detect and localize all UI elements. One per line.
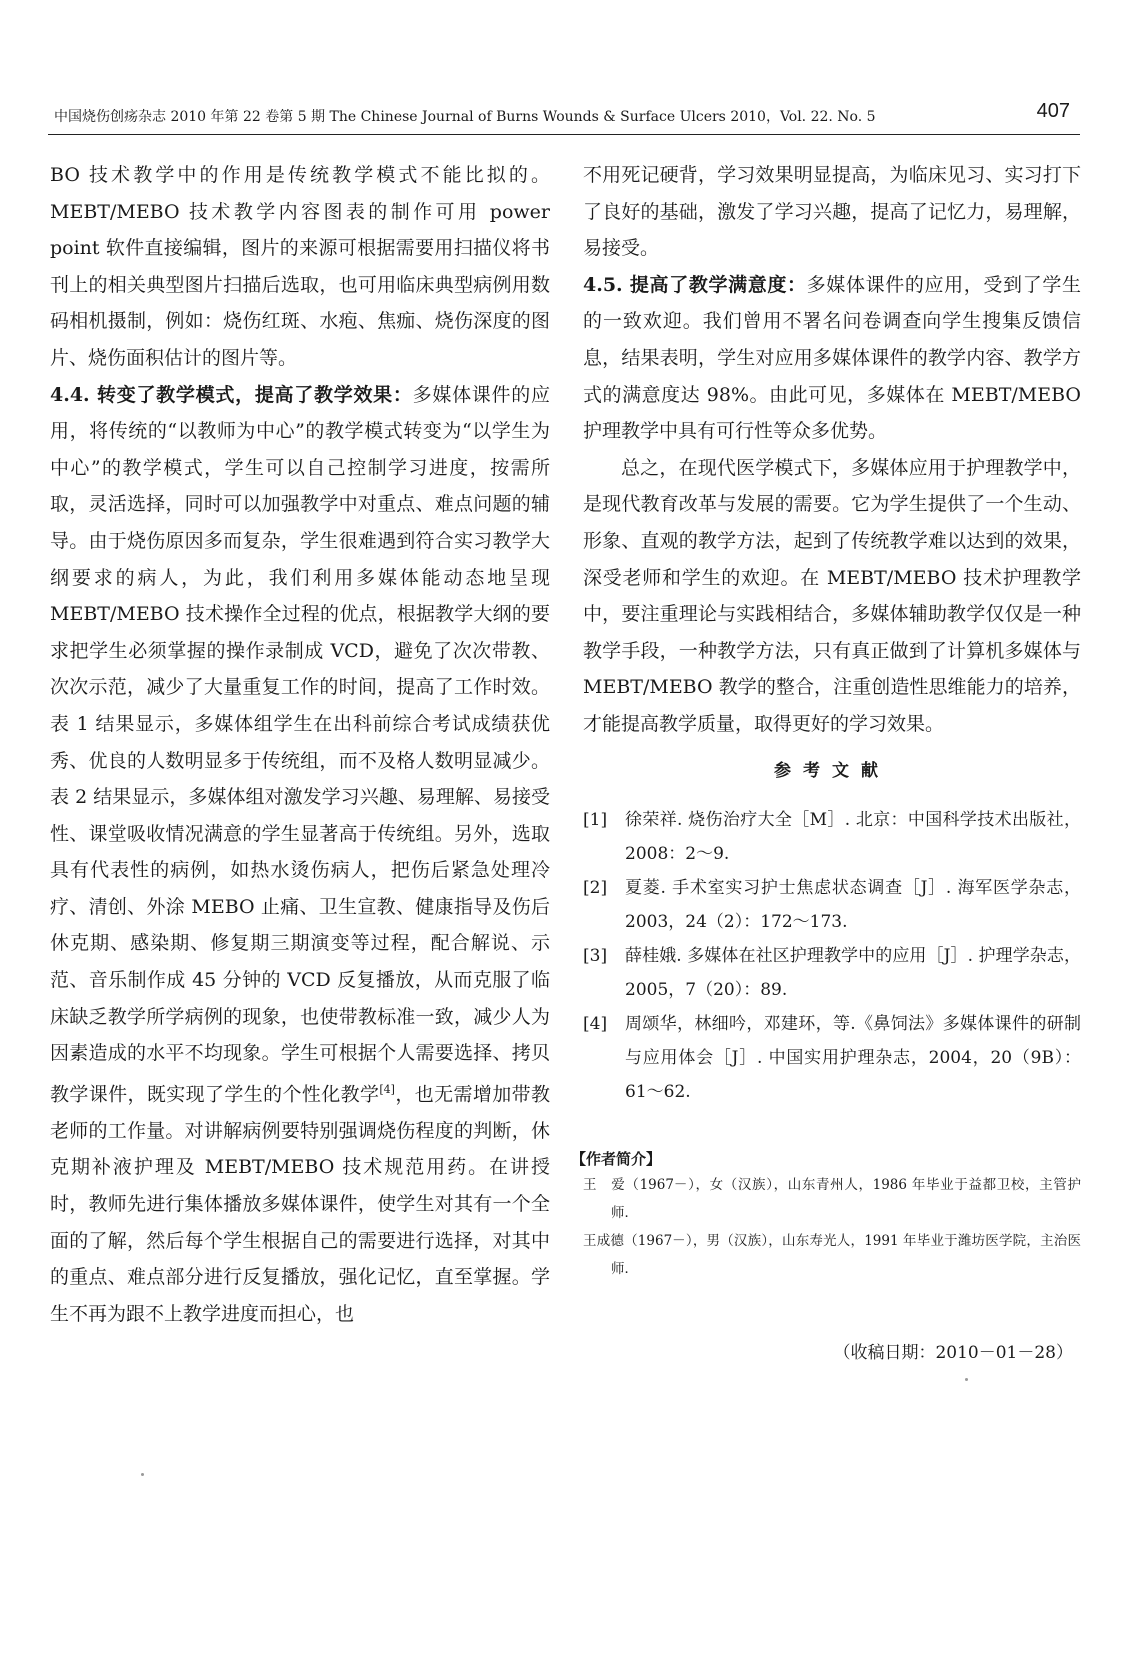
scan-speck bbox=[141, 1473, 144, 1476]
section-4-5-text: 多媒体课件的应用，受到了学生的一致欢迎。我们曾用不署名问卷调查向学生搜集反馈信息，结果表明，学生对应用多媒体课件的教学内容、教学方式的满意度达 98%。由此可见，多媒体在 MEBT/MEBO 护理教学中具有可行性等众多优势。 bbox=[583, 273, 1081, 443]
reference-number: [4] bbox=[583, 1013, 608, 1034]
reference-text: 徐荣祥. 烧伤治疗大全［M］. 北京：中国科学技术出版社，2008：2～9. bbox=[625, 809, 1081, 864]
citation-4: [4] bbox=[379, 1082, 395, 1096]
reference-number: [1] bbox=[583, 809, 608, 830]
reference-text: 薛桂娥. 多媒体在社区护理教学中的应用［J］. 护理学杂志，2005，7（20）：89. bbox=[625, 945, 1081, 1000]
left-paragraph-1: BO 技术教学中的作用是传统教学模式不能比拟的。MEBT/MEBO 技术教学内容图表的制作可用 power point 软件直接编辑，图片的来源可根据需要用扫描仪将书刊上的相关典型图片扫描后选取，也可用临床典型病例用数码相机摄制，例如：烧伤红斑、水疱、焦痂、烧伤深度的图片、烧伤面积估计的图片等。 bbox=[50, 164, 550, 369]
page-number: 407 bbox=[1036, 100, 1070, 122]
running-title: 中国烧伤创疡杂志 2010 年第 22 卷第 5 期 The Chinese Journal of Burns Wounds & Surface Ulcers 2010，Vol. 22. No. 5 bbox=[54, 109, 876, 125]
section-4-4-text-continued: ，也无需增加带教老师的工作量。对讲解病例要特别强调烧伤程度的判断，休克期补液护理及 MEBT/MEBO 技术规范用药。在讲授时，教师先进行集体播放多媒体课件，使学生对其有一个全面的了解，然后每个学生根据自己的需要进行选择，对其中的重点、难点部分进行反复播放，强化记忆，直至掌握。学生不再为跟不上教学进度而担心，也 bbox=[50, 1083, 550, 1325]
running-header bbox=[48, 100, 1080, 135]
right-column bbox=[571, 157, 1081, 1371]
author-info-title: 【作者简介】 bbox=[571, 1149, 662, 1168]
conclusion-paragraph: 总之，在现代医学模式下，多媒体应用于护理教学中，是现代教育改革与发展的需要。它为学生提供了一个生动、形象、直观的教学方法，起到了传统教学难以达到的效果，深受老师和学生的欢迎。在 MEBT/MEBO 技术护理教学中，要注重理论与实践相结合，多媒体辅助教学仅仅是一种教学手段，一种教学方法，只有真正做到了计算机多媒体与 MEBT/MEBO 教学的整合，注重创造性思维能力的培养，才能提高教学质量，取得更好的学习效果。 bbox=[583, 456, 1081, 735]
section-4-4-text: 多媒体课件的应用，将传统的“以教师为中心”的教学模式转变为“以学生为中心”的教学模式，学生可以自己控制学习进度，按需所取，灵活选择，同时可以加强教学中对重点、难点问题的辅导。由于烧伤原因多而复杂，学生很难遇到符合实习教学大纲要求的病人，为此，我们利用多媒体能动态地呈现 MEBT/MEBO 技术操作全过程的优点，根据教学大纲的要求把学生必须掌握的操作录制成 VCD，避免了次次带教、次次示范，减少了大量重复工作的时间，提高了工作时效。表 1 结果显示，多媒体组学生在出科前综合考试成绩获优秀、优良的人数明显多于传统组，而不及格人数明显减少。表 2 结果显示，多媒体组对激发学习兴趣、易理解、易接受性、课堂吸收情况满意的学生显著高于传统组。另外，选取具有代表性的病例，如热水烫伤病人，把伤后紧急处理冷疗、清创、外涂 MEBO 止痛、卫生宣教、健康指导及伤后休克期、感染期、修复期三期演变等过程，配合解说、示范、音乐制作成 45 分钟的 VCD 反复播放，从而克服了临床缺乏教学所学病例的现象，也使带教标准一致，减少人为因素造成的水平不均现象。学生可根据个人需要选择、拷贝教学课件，既实现了学生的个性化教学 bbox=[50, 383, 550, 1106]
reference-item bbox=[583, 803, 1081, 871]
reference-item bbox=[583, 871, 1081, 939]
author-bio: 王成德（1967－），男（汉族），山东寿光人，1991 年毕业于潍坊医学院，主治医师． bbox=[583, 1232, 1081, 1277]
section-4-5-heading: 4.5. 提高了教学满意度： bbox=[583, 273, 807, 296]
section-4-5 bbox=[583, 267, 1081, 450]
reference-text: 夏菱. 手术室实习护士焦虑状态调查［J］. 海军医学杂志，2003，24（2）：172～173. bbox=[625, 877, 1081, 932]
reference-item bbox=[583, 1007, 1081, 1109]
section-4-4-heading: 4.4. 转变了教学模式，提高了教学效果： bbox=[50, 383, 413, 406]
reference-text: 周颂华，林细吟，邓建环，等.《鼻饲法》多媒体课件的研制与应用体会［J］. 中国实用护理杂志，2004，20（9B）：61～62. bbox=[625, 1013, 1081, 1102]
references-title: 参考文献 bbox=[774, 760, 890, 781]
left-column bbox=[50, 157, 550, 1332]
reference-item bbox=[583, 939, 1081, 1007]
right-paragraph-1: 不用死记硬背，学习效果明显提高，为临床见习、实习打下了良好的基础，激发了学习兴趣，提高了记忆力，易理解，易接受。 bbox=[583, 164, 1081, 260]
section-4-4 bbox=[50, 377, 550, 1333]
reference-number: [3] bbox=[583, 945, 608, 966]
reference-number: [2] bbox=[583, 877, 608, 898]
received-date: （收稿日期：2010－01－28） bbox=[833, 1342, 1073, 1363]
scan-speck bbox=[965, 1378, 968, 1381]
references-list bbox=[583, 803, 1081, 1109]
author-bio: 王 爱（1967－），女（汉族），山东青州人，1986 年毕业于益都卫校，主管护师． bbox=[583, 1176, 1081, 1221]
